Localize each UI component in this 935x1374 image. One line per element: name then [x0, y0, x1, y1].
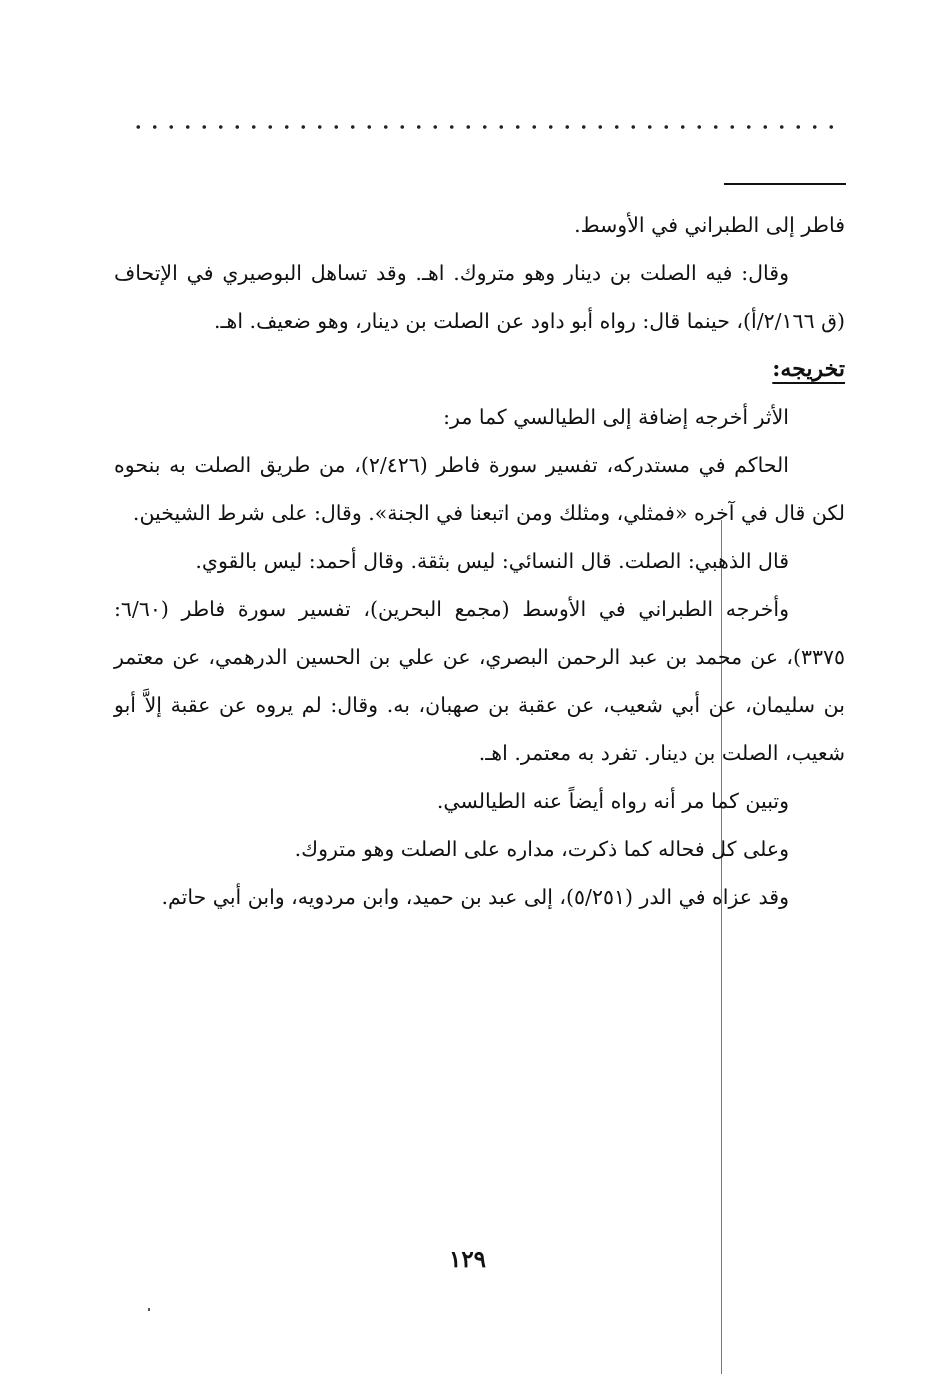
- page-body: [114, 201, 845, 921]
- paragraph-7: وأخرجه الطبراني في الأوسط (مجمع البحرين)، تفسير سورة فاطر (٦/٦٠: ٣٣٧٥)، عن محمد بن عبد الرحمن البصري، عن علي بن الحسين الدرهمي، عن معتمر بن سليمان، عن أبي شعيب، عن عقبة بن صهبان، به. وقال: لم يروه عن عقبة إلاَّ أبو شعيب، الصلت بن دينار. تفرد به معتمر. اهـ.: [114, 597, 845, 765]
- paragraph-9: وعلى كل فحاله كما ذكرت، مداره على الصلت وهو متروك.: [294, 837, 789, 861]
- paragraph-4: الأثر أخرجه إضافة إلى الطيالسي كما مر:: [443, 405, 789, 429]
- paragraph-6: قال الذهبي: الصلت. قال النسائي: ليس بثقة. وقال أحمد: ليس بالقوي.: [195, 549, 789, 573]
- section-heading: تخريجه:: [772, 356, 845, 382]
- page-number: ١٢٩: [448, 1246, 487, 1273]
- scan-speck: [148, 1308, 150, 1311]
- dotted-separator: [130, 124, 844, 130]
- paragraph-2: وقال: فيه الصلت بن دينار وهو متروك. اهـ. وقد تساهل البوصيري في الإتحاف (ق ٢/١٦٦/أ)، حينما قال: رواه أبو داود عن الصلت بن دينار، وهو ضعيف. اهـ.: [114, 261, 845, 333]
- paragraph-10: وقد عزاه في الدر (٥/٢٥١)، إلى عبد بن حميد، وابن مردويه، وابن أبي حاتم.: [161, 885, 789, 909]
- paragraph-1: فاطر إلى الطبراني في الأوسط.: [574, 213, 845, 237]
- footnote-rule: [724, 183, 846, 185]
- paragraph-5: الحاكم في مستدركه، تفسير سورة فاطر (٢/٤٢٦)، من طريق الصلت به بنحوه لكن قال في آخره «فمثلي، ومثلك ومن اتبعنا في الجنة». وقال: على شرط الشيخين.: [114, 453, 845, 525]
- paragraph-8: وتبين كما مر أنه رواه أيضاً عنه الطيالسي.: [436, 789, 789, 813]
